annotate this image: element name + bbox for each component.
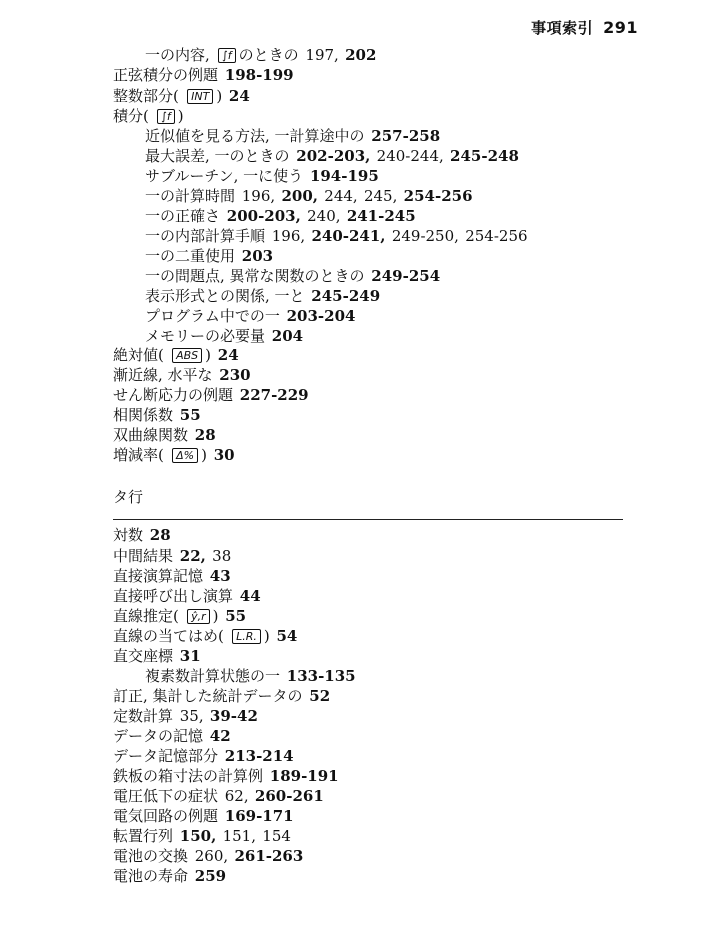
entry-term: 近似値を見る方法, 一計算途中の: [145, 127, 365, 145]
page-header: [531, 17, 638, 38]
page-reference: 52: [309, 687, 331, 705]
page-reference: 151,: [222, 827, 256, 845]
page-reference: 24: [228, 87, 250, 105]
page-reference: 249-250,: [391, 227, 459, 245]
calculator-key-icon: ŷ,r: [187, 609, 210, 624]
entry-term: 電池の寿命: [113, 867, 189, 885]
entry-term-suffix: ): [177, 107, 184, 125]
index-entry: [113, 546, 231, 566]
page-reference: 200,: [281, 187, 318, 205]
index-entry: [113, 706, 258, 726]
page-reference: 245-249: [311, 287, 381, 305]
page-reference: 203-204: [286, 307, 356, 325]
page-reference: 197,: [305, 46, 339, 64]
calculator-key-icon: L.R.: [232, 629, 261, 644]
page-reference: 30: [213, 446, 235, 464]
page-reference: 43: [209, 567, 231, 585]
index-entry: [113, 766, 339, 786]
page-reference: 240-244,: [376, 147, 444, 165]
calculator-key-icon: INT: [187, 89, 213, 104]
page-reference: 194-195: [309, 167, 379, 185]
index-entry: [113, 525, 171, 545]
entry-term-suffix: ): [216, 87, 223, 105]
page-reference: 227-229: [239, 386, 309, 404]
index-entry: [113, 65, 294, 85]
page-reference: 196,: [241, 187, 276, 205]
page-reference: 203: [241, 247, 274, 265]
page-reference: 28: [194, 426, 216, 444]
page-reference: 55: [225, 607, 247, 625]
page-reference: 154: [262, 827, 291, 845]
index-entry: [145, 45, 376, 65]
entry-term: 直接演算記憶: [113, 567, 204, 585]
entry-term: 整数部分(: [113, 87, 179, 105]
page-reference: 260-261: [254, 787, 324, 805]
index-entry: [145, 206, 416, 226]
page-reference: 254-256: [403, 187, 473, 205]
page-reference: 196,: [271, 227, 306, 245]
page-reference: 202: [345, 46, 377, 64]
entry-term: プログラム中での一: [145, 307, 280, 325]
index-entry: [145, 666, 356, 686]
page-reference: 257-258: [371, 127, 441, 145]
page-reference: 240,: [307, 207, 341, 225]
entry-term: 電圧低下の症状: [113, 787, 219, 805]
page-reference: 31: [179, 647, 201, 665]
entry-term: 直線の当てはめ(: [113, 627, 224, 645]
calculator-key-icon: ABS: [172, 348, 202, 363]
index-entry: [113, 686, 330, 706]
page-reference: 189-191: [269, 767, 339, 785]
page-reference: 244,: [324, 187, 358, 205]
entry-term: 直交座標: [113, 647, 174, 665]
entry-term-suffix: ): [205, 346, 212, 364]
entry-term: 一の二重使用: [145, 247, 236, 265]
page-reference: 241-245: [346, 207, 416, 225]
entry-term-suffix: のときの: [238, 46, 299, 64]
index-entry: [145, 306, 355, 326]
entry-term: 複素数計算状態の一: [145, 667, 281, 685]
index-entry: [113, 385, 309, 405]
index-entry: [113, 626, 297, 646]
index-entry: [113, 786, 324, 806]
entry-term: 定数計算: [113, 707, 174, 725]
page-reference: 35,: [179, 707, 204, 725]
index-entry: [113, 726, 231, 746]
entry-term: 相関係数: [113, 406, 174, 424]
page-reference: 44: [239, 587, 261, 605]
page-reference: 198-199: [224, 66, 294, 84]
index-entry: [113, 106, 189, 126]
index-entry: [145, 266, 440, 286]
header-title: 事項索引: [531, 19, 594, 37]
entry-term: 表示形式との関係, 一と: [145, 287, 305, 305]
page-reference: 200-203,: [226, 207, 301, 225]
index-entry: [145, 126, 440, 146]
index-entry: [113, 606, 246, 626]
page-reference: 62,: [224, 787, 249, 805]
index-entry: [113, 566, 231, 586]
index-entry: [113, 806, 294, 826]
entry-term: サブルーチン, 一に使う: [145, 167, 304, 185]
entry-term: 中間結果: [113, 547, 174, 565]
entry-term: 最大誤差, 一のときの: [145, 147, 290, 165]
index-entry: [113, 365, 251, 385]
index-entry: [145, 286, 380, 306]
entry-term: データ記憶部分: [113, 747, 219, 765]
entry-term: 対数: [113, 526, 144, 544]
page-reference: 230: [219, 366, 251, 384]
index-entry: [145, 246, 273, 266]
index-entry: [113, 405, 201, 425]
page-reference: 261-263: [234, 847, 304, 865]
page-reference: 259: [194, 867, 227, 885]
entry-term: 一の計算時間: [145, 187, 236, 205]
page-number: 291: [603, 18, 638, 37]
entry-term-suffix: ): [201, 446, 207, 464]
page-reference: 24: [217, 346, 239, 364]
section-heading-ta: タ行: [113, 488, 144, 506]
page-reference: 150,: [179, 827, 217, 845]
entry-term: 電気回路の例題: [113, 807, 219, 825]
page-reference: 204: [271, 327, 304, 345]
entry-term: 鉄板の箱寸法の計算例: [113, 767, 264, 785]
index-entry: [145, 186, 473, 206]
entry-term: 積分(: [113, 107, 149, 125]
entry-term-suffix: ): [263, 627, 270, 645]
index-entry: [113, 425, 216, 445]
entry-term: 一の問題点, 異常な関数のときの: [145, 267, 365, 285]
entry-term-suffix: ): [212, 607, 219, 625]
entry-term: 漸近線, 水平な: [113, 366, 213, 384]
page-reference: 202-203,: [296, 147, 371, 165]
entry-term: せん断応力の例題: [113, 386, 234, 404]
entry-term: 一の内容,: [145, 46, 210, 64]
calculator-key-icon: Δ%: [172, 448, 198, 463]
index-entry: [113, 586, 261, 606]
page-reference: 240-241,: [311, 227, 386, 245]
index-entry: [145, 326, 303, 346]
page-reference: 54: [276, 627, 298, 645]
page-reference: 22,: [179, 547, 206, 565]
entry-term: メモリーの必要量: [145, 327, 266, 345]
index-entry: [145, 226, 528, 246]
entry-term: 一の正確さ: [145, 207, 221, 225]
page-reference: 133-135: [286, 667, 356, 685]
entry-term: 電池の交換: [113, 847, 189, 865]
page-reference: 249-254: [371, 267, 441, 285]
entry-term: 一の内部計算手順: [145, 227, 266, 245]
index-entry: [113, 746, 294, 766]
index-entry: [113, 646, 201, 666]
entry-term: 正弦積分の例題: [113, 66, 219, 84]
page-reference: 28: [149, 526, 171, 544]
index-entry: [145, 166, 379, 186]
entry-term: 絶対値(: [113, 346, 164, 364]
index-entry: [113, 86, 250, 106]
entry-term: 双曲線関数: [113, 426, 189, 444]
entry-term: 転置行列: [113, 827, 174, 845]
page-reference: 38: [212, 547, 232, 565]
page-reference: 169-171: [224, 807, 294, 825]
page-reference: 55: [179, 406, 201, 424]
page-reference: 260,: [194, 847, 229, 865]
section-divider: [113, 519, 623, 520]
index-entry: [145, 146, 519, 166]
index-entry: [113, 866, 226, 886]
calculator-key-icon: ∫f: [157, 109, 175, 124]
calculator-key-icon: ∫f: [218, 48, 236, 63]
entry-term: 直接呼び出し演算: [113, 587, 234, 605]
entry-term: 増減率(: [113, 446, 164, 464]
page-reference: 245,: [363, 187, 398, 205]
index-entry: [113, 826, 291, 846]
page-reference: 254-256: [465, 227, 528, 245]
entry-term: 直線推定(: [113, 607, 179, 625]
page-reference: 42: [209, 727, 231, 745]
entry-term: 訂正, 集計した統計データの: [113, 687, 303, 705]
page-reference: 245-248: [450, 147, 519, 165]
page-reference: 213-214: [224, 747, 294, 765]
index-entry: [113, 846, 303, 866]
index-entry: [113, 345, 239, 365]
index-entry: [113, 445, 235, 465]
page-reference: 39-42: [209, 707, 258, 725]
entry-term: データの記憶: [113, 727, 204, 745]
